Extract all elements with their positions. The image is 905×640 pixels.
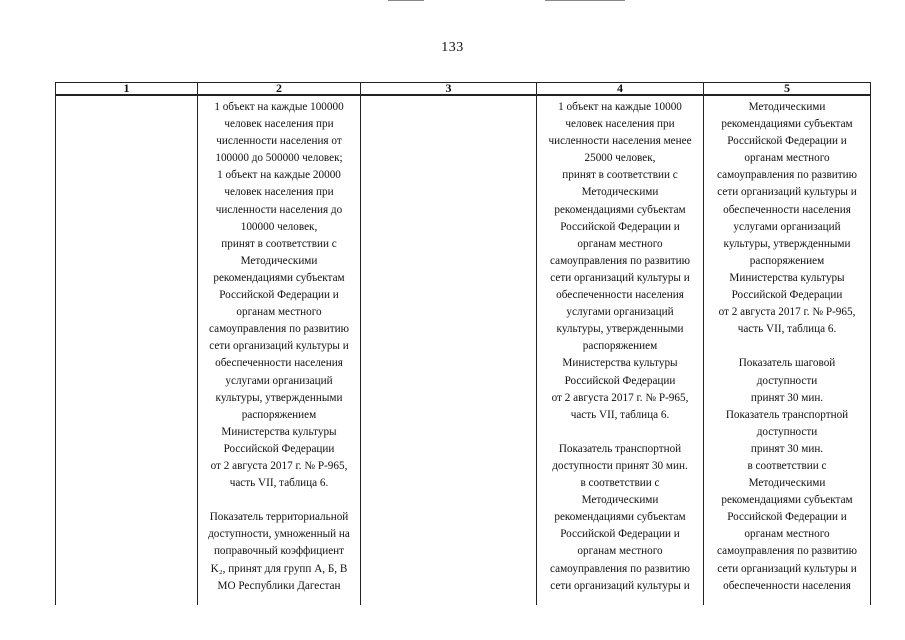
cell-line: в соответствии с — [747, 459, 827, 472]
cell-line: принят в соответствии с — [221, 237, 337, 250]
cell-line: сети организаций культуры и — [550, 271, 690, 284]
cell-line: часть VII, таблица 6. — [570, 408, 670, 421]
cell-line: органам местного — [744, 152, 830, 165]
cell-line: Показатель транспортной — [558, 442, 682, 455]
cell-line: Российской Федерации и — [560, 528, 680, 541]
cell-line: человек населения при — [565, 118, 675, 131]
document-table — [55, 82, 871, 605]
cell-line: Методическими — [240, 254, 318, 267]
cell-line: 25000 человек, — [584, 152, 656, 165]
cell-line: МО Республики Дагестан — [217, 579, 341, 592]
cell-line: 100000 до 500000 человек; — [215, 152, 343, 165]
cell-line: обеспеченности населения — [215, 357, 343, 370]
cell-line: сети организаций культуры и — [550, 579, 690, 592]
cell-line: доступности — [756, 374, 818, 387]
cell-line: распоряжением — [241, 408, 317, 421]
cell-line: Министерства культуры — [221, 425, 337, 438]
cell-line: численности населения менее — [548, 135, 692, 148]
column-header-1: 1 — [56, 83, 198, 96]
cell-line: органам местного — [236, 306, 322, 319]
cell-line: Показатель шаговой — [738, 357, 836, 370]
cell-line: Российской Федерации и — [727, 511, 847, 524]
cell-line: сети организаций культуры и — [717, 186, 857, 199]
cell-line: Показатель территориальной — [209, 511, 349, 524]
cell-line: органам местного — [577, 545, 663, 558]
cell-line: 1 объект на каждые 10000 — [558, 101, 682, 113]
cell-line: K₂, принят для групп А, Б, В — [210, 562, 348, 575]
cell-line: Методическими — [748, 477, 826, 490]
cell-line: человек населения при — [224, 118, 334, 131]
cell-line: обеспеченности населения — [723, 203, 851, 216]
scan-mark-right — [545, 0, 625, 1]
cell-line: самоуправления по развитию — [717, 169, 857, 182]
header-row — [56, 83, 871, 96]
cell-col-5 — [704, 95, 871, 605]
cell-line: обеспеченности населения — [723, 579, 851, 592]
cell-line: человек населения при — [224, 186, 334, 199]
cell-line: рекомендациями субъектам — [554, 203, 686, 216]
cell-col-2 — [198, 95, 361, 605]
column-header-4: 4 — [537, 83, 704, 96]
cell-line: 1 объект на каждые 20000 — [217, 169, 341, 182]
cell-line — [704, 338, 870, 355]
cell-line: принят 30 мин. — [750, 442, 824, 455]
cell-line: сети организаций культуры и — [209, 340, 349, 353]
cell-line: Российской Федерации и — [727, 135, 847, 148]
cell-line — [198, 492, 360, 509]
cell-line: доступности, умноженный на — [208, 528, 350, 541]
cell-line: распоряжением — [749, 254, 825, 267]
cell-line: самоуправления по развитию — [550, 562, 690, 575]
cell-line: услугами организаций — [733, 220, 841, 233]
cell-line: рекомендациями субъектам — [554, 511, 686, 524]
cell-line: Министерства культуры — [562, 357, 678, 370]
cell-line: численности населения от — [216, 135, 342, 148]
cell-line: Российской Федерации и — [219, 289, 339, 302]
cell-line: рекомендациями субъектам — [721, 494, 853, 507]
cell-line: культуры, утвержденными — [215, 391, 343, 404]
cell-line: культуры, утвержденными — [723, 237, 851, 250]
cell-line: органам местного — [577, 237, 663, 250]
scan-mark-left — [388, 0, 424, 1]
page-number: 133 — [441, 40, 464, 55]
cell-line: часть VII, таблица 6. — [737, 323, 837, 336]
cell-line: культуры, утвержденными — [556, 323, 684, 336]
cell-line: часть VII, таблица 6. — [229, 477, 329, 490]
cell-line: услугами организаций — [225, 374, 333, 387]
cell-line: доступности принят 30 мин. — [552, 459, 688, 472]
cell-line: Показатель транспортной — [725, 408, 849, 421]
cell-line: Российской Федерации — [564, 374, 676, 387]
cell-line: рекомендациями субъектам — [213, 271, 345, 284]
column-header-2: 2 — [198, 83, 361, 96]
cell-line: самоуправления по развитию — [209, 323, 349, 336]
cell-line: Методическими — [581, 494, 659, 507]
cell-line: поправочный коэффициент — [213, 545, 345, 558]
column-header-3: 3 — [361, 83, 537, 96]
cell-line: доступности — [756, 425, 818, 438]
cell-line: распоряжением — [582, 340, 658, 353]
cell-line: Министерства культуры — [729, 271, 845, 284]
table-row — [56, 95, 871, 605]
cell-line: Российской Федерации и — [560, 220, 680, 233]
cell-line: самоуправления по развитию — [717, 545, 857, 558]
cell-line: органам местного — [744, 528, 830, 541]
cell-line — [537, 424, 703, 441]
cell-line: от 2 августа 2017 г. № Р-965, — [210, 459, 348, 472]
cell-col-3 — [361, 95, 537, 605]
cell-line: 1 объект на каждые 100000 — [214, 101, 344, 113]
cell-line: сети организаций культуры и — [717, 562, 857, 575]
cell-line: 100000 человек, — [240, 220, 318, 233]
cell-col-1 — [56, 95, 198, 605]
cell-line: Российской Федерации — [223, 442, 335, 455]
cell-line: от 2 августа 2017 г. № Р-965, — [551, 391, 689, 404]
cell-line: от 2 августа 2017 г. № Р-965, — [718, 306, 856, 319]
cell-line: Российской Федерации — [731, 289, 843, 302]
cell-line: услугами организаций — [566, 306, 674, 319]
cell-line: принят 30 мин. — [750, 391, 824, 404]
cell-line: принят в соответствии с — [562, 169, 678, 182]
cell-line: численности населения до — [215, 203, 343, 216]
cell-line: Методическими — [748, 101, 826, 113]
cell-line: самоуправления по развитию — [550, 254, 690, 267]
cell-line: обеспеченности населения — [556, 289, 684, 302]
cell-col-4 — [537, 95, 704, 605]
cell-line: Методическими — [581, 186, 659, 199]
cell-line: в соответствии с — [580, 477, 660, 490]
cell-line: рекомендациями субъектам — [721, 118, 853, 131]
column-header-5: 5 — [704, 83, 871, 96]
